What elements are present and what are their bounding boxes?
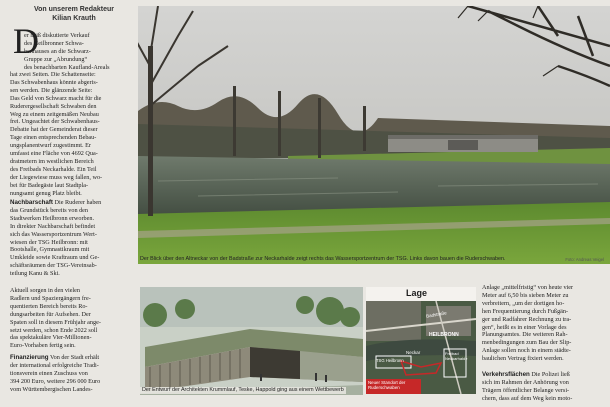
text-line: Planungsamtes. Die weiteren Rah-	[482, 331, 568, 339]
text-line: dungsarbeiten für Aufsehen. Der	[10, 310, 91, 318]
text-line: setzt werden, schon Ende 2022 soll	[10, 326, 98, 334]
byline-author: Kilian Krauth	[52, 14, 96, 22]
text-line: Anlage „mittelfristig“ von heute vier	[482, 284, 574, 291]
text-line: des Heilbronner Schwa-	[24, 39, 84, 47]
text-line: 394 200 Euro, weitere 296 000 Euro	[10, 377, 101, 385]
article-column	[0, 0, 137, 407]
main-photo-caption: Der Blick über den Altneckar von der Badstraße zur Neckarhalde zeigt rechts das Wassersportzentrum der TSG. Links davon bauen die Ruderschwaben.	[140, 256, 506, 262]
main-photo-credit: Foto: Andreas Veigel	[565, 257, 604, 262]
map-label-neckar: Neckar	[406, 350, 421, 355]
text-line: Die Ruderer haben	[54, 199, 102, 206]
text-line: Tage einen entsprechenden Bebau-	[10, 134, 97, 142]
text-line: des Freibads Neckarhalde. Ein Teil	[10, 165, 97, 173]
text-line: Das Schwabenhaus könnte abgeris-	[10, 78, 98, 86]
text-line: dratmetern im westlichen Bereich	[10, 157, 94, 165]
article-paragraph-3	[10, 287, 134, 350]
drop-cap: D	[13, 21, 39, 61]
text-line: Euro-Vorhaben fertig sein.	[10, 342, 76, 350]
text-line: verbreitern, „um der dortigen ho-	[482, 299, 565, 307]
text-line: gen“, heißt es in einer Vorlage des	[482, 323, 567, 331]
river-landscape-photo	[138, 6, 610, 264]
text-line: Das Geld von Schwarz macht für die	[10, 94, 102, 102]
map-label-new-site-line-2: Ruderschwaben	[368, 385, 400, 391]
map-label-tsg: TSG Heilbronn	[376, 358, 404, 363]
text-line: chern, dass auf dem Weg kein moto-	[482, 394, 573, 402]
text-line: Von der Stadt erhält	[49, 354, 100, 361]
byline-line-1: Von unserem Redakteur	[33, 6, 114, 13]
text-line: sich im Rahmen der Anhörung von	[482, 378, 569, 386]
text-line: Debatte hat der Gemeinderat dieser	[10, 126, 98, 134]
article-intro	[24, 32, 134, 72]
map-label-new-site	[368, 380, 405, 391]
map-label-freibad: Freibad Neckarhalde	[445, 351, 468, 361]
text-line: Gruppe zur „Abrundung“	[24, 55, 88, 63]
text-line: benhauses an die Schwarz-	[24, 47, 91, 55]
text-line: tionsverein einen Zuschuss von	[10, 369, 88, 377]
text-line: Bootshalle, Gymnastikraum mit	[10, 246, 90, 254]
text-line: baulichen Vertrag fixiert werden.	[482, 355, 564, 363]
text-line: hen Frequentierung durch Fußgän-	[482, 307, 569, 315]
right-paragraph-1	[482, 284, 606, 363]
text-line: Meter auf 6,50 bis sieben Meter zu	[482, 291, 569, 299]
text-line: wiesen der TSG Heilbronn: mit	[10, 238, 88, 246]
text-line: der Liegewiese muss weg fallen, wo-	[10, 173, 103, 181]
text-line: er heiß diskutierte Verkauf	[24, 32, 90, 39]
text-line: Spaten soll in diesem Frühjahr ange-	[10, 318, 101, 326]
text-line: hat zwei Seiten. Die Schattenseite:	[10, 71, 96, 78]
text-line: Die Polizei ließ	[531, 371, 570, 378]
text-line: ungsplanentwurf zugestimmt. Er	[10, 142, 91, 150]
article-paragraph-2	[10, 199, 134, 278]
subhead-verkehrsflaechen: Verkehrsflächen	[482, 371, 530, 378]
article-paragraph-4	[10, 354, 134, 394]
text-line: bei für Badegäste laut Stadtpla-	[10, 181, 89, 189]
map-label-new-site-line-1: Neuer Standort der	[368, 380, 406, 385]
text-line: der international erfolgreiche Tradi-	[10, 361, 99, 369]
text-line: Umkleide sowie Kraftraum und Ge-	[10, 254, 100, 262]
subhead-finanzierung: Finanzierung	[10, 354, 49, 361]
text-line: sich das Wassersportzentrum Wert-	[10, 230, 97, 238]
text-line: Radlern und Spaziergängern fre-	[10, 294, 91, 302]
text-line: Weg zu einem zeitgemäßen Neubau	[10, 110, 99, 118]
text-line: Stadtwerken Heilbronn erworben.	[10, 214, 95, 222]
right-paragraph-2	[482, 371, 606, 403]
text-line: umfasst eine Fläche von 4692 Qua-	[10, 150, 98, 158]
architecture-render	[140, 287, 363, 395]
article-column-right	[478, 282, 610, 407]
main-photo	[138, 6, 610, 264]
text-line: nungsamt genug Platz bleibt.	[10, 189, 82, 197]
map-header	[366, 287, 476, 301]
boathouse-render-image	[140, 287, 363, 395]
map-title: Lage	[406, 288, 428, 298]
text-line: Aktuell sorgen in den vielen	[10, 287, 80, 294]
text-line: Anlage sollen noch in einem städte-	[482, 347, 571, 355]
text-line: Trägern öffentlicher Belange versi-	[482, 386, 570, 394]
text-line: teilung Kanu & Ski.	[10, 270, 60, 278]
render-caption: Der Entwurf der Architekten Krummlauf, Teske, Happold ging aus einem Wettbewerb	[142, 387, 344, 393]
map-label-badstrasse: Badstraße	[425, 310, 448, 319]
text-line: ger und Radfahrer Rechnung zu tra-	[482, 315, 572, 323]
subhead-nachbarschaft: Nachbarschaft	[10, 199, 53, 206]
text-line: schäftsräumen der TSG-Vereinsab-	[10, 262, 97, 270]
text-line: das spektakuläre Vier-Millionen-	[10, 334, 92, 342]
text-line: quentierten Bereich bereits Ro-	[10, 302, 88, 310]
text-line: des benachbarten Kaufland-Areals	[24, 63, 110, 71]
text-line: menbedingungen zum Bau der Slip-	[482, 339, 572, 347]
location-map	[366, 287, 476, 394]
text-line: das Grundstück bereits von den	[10, 206, 89, 214]
article-paragraph-1	[10, 71, 134, 198]
text-line: Ruderergesellschaft Schwaben den	[10, 102, 97, 110]
text-line: frei. Ungeachtet der Schwabenhaus-	[10, 118, 100, 126]
text-line: In direkter Nachbarschaft befindet	[10, 222, 96, 230]
map-label-heilbronn: HEILBRONN	[429, 332, 459, 338]
text-line: sen werden. Die glänzende Seite:	[10, 86, 93, 94]
text-line: vom Württembergischen Landes-	[10, 385, 93, 393]
